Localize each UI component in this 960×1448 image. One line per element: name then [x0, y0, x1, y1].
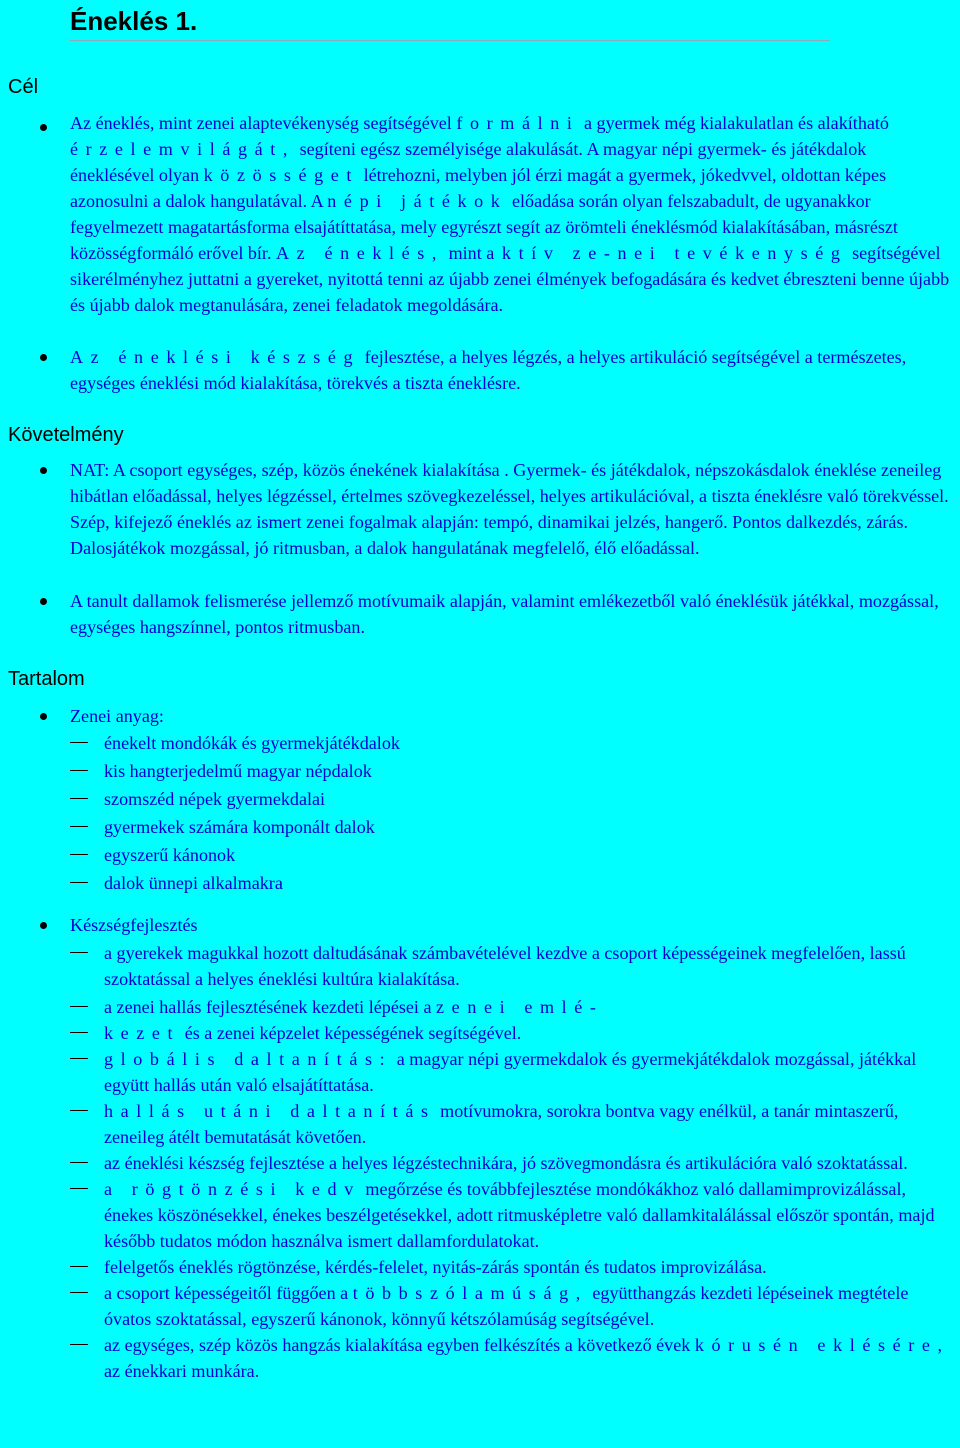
list-item: hallás utáni daltanítás motívumokra, sorokra bontva vagy enélkül, a tanár mintaszerű, zeneileg átélt bemutatását követően.	[70, 1098, 955, 1150]
list-item: a zenei hallás fejlesztésének kezdeti lépései a zenei emlé-	[70, 994, 955, 1020]
dash-icon	[70, 1344, 88, 1345]
section-heading-tartalom: Tartalom	[8, 668, 85, 690]
dash-icon	[70, 770, 88, 771]
list-item: a csoport képességeitől függően a többszólamúság, együtthangzás kezdeti lépéseinek megtétele óvatos szoktatással, egyszerű kánonok, könnyű kétszólamúság segítségével.	[70, 1280, 955, 1332]
dash-icon	[70, 854, 88, 855]
list-item: globális daltanítás: a magyar népi gyermekdalok és gyermekjátékdalok mozgással, játékkal együtt hallás után való elsajátíttatása.	[70, 1046, 955, 1098]
zenei-anyag-label: Zenei anyag:	[70, 706, 164, 726]
zenei-anyag-list	[70, 730, 955, 898]
title-divider	[70, 40, 830, 41]
list-item: szomszéd népek gyermekdalai	[70, 786, 955, 814]
list-item: az egységes, szép közös hangzás kialakítása egyben felkészítés a következő évek kórusén eklésére, az énekkari munkára.	[70, 1332, 955, 1384]
list-item: gyermekek számára komponált dalok	[70, 814, 955, 842]
list-item: egyszerű kánonok	[70, 842, 955, 870]
cel-paragraph-2: Az éneklési készség fejlesztése, a helyes légzés, a helyes artikuláció segítségével a természetes, egységes éneklési mód kialakítása, törekvés a tiszta éneklésre.	[70, 347, 907, 393]
list-item: dalok ünnepi alkalmakra	[70, 870, 955, 898]
dash-icon	[70, 1032, 88, 1033]
dash-icon	[70, 798, 88, 799]
cel-paragraph-1: Az éneklés, mint zenei alaptevékenység segítségével formálni a gyermek még kialakulatlan és alakítható érzelemvilágát, segíteni egész személyisége alakulását. A magyar népi gyermek- és játékdalok éneklésével olyan közösséget létrehozni, melyben jól érzi magát a gyermek, jókedvvel, oldottan képes azonosulni a dalok hangulatával. A népi játékok előadása során olyan felszabadult, de ugyanakkor fegyelmezett magatartásforma elsajátíttatása, mely egyrészt segít az örömteli éneklésmód kialakításában, másrészt közösségformáló erővel bír. Az éneklés, mint aktív ze-nei tevékenység segítségével sikerélményhez juttatni a gyereket, nyitottá tenni az újabb zenei élmények befogadására és kedvet ébreszteni benne újabb és újabb dalok megtanulására, zenei feladatok megoldására.	[70, 113, 950, 315]
list-item: az éneklési készség fejlesztése a helyes légzéstechnikára, jó szövegmondásra és artikulációra való szoktatással.	[70, 1150, 955, 1176]
dash-icon	[70, 952, 88, 953]
dash-icon	[70, 1188, 88, 1189]
list-item: a gyerekek magukkal hozott daltudásának számbavételével kezdve a csoport képességeinek megfelelően, lassú szoktatással a helyes éneklési kultúra kialakítása.	[70, 940, 955, 992]
dash-icon	[70, 1266, 88, 1267]
page-title: Éneklés 1.	[70, 6, 198, 36]
list-item: énekelt mondókák és gyermekjátékdalok	[70, 730, 955, 758]
bullet-icon	[40, 124, 47, 131]
bullet-icon	[40, 598, 47, 605]
keszsegfejlesztes-label: Készségfejlesztés	[70, 915, 198, 935]
dash-icon	[70, 882, 88, 883]
section-heading-cel: Cél	[8, 76, 39, 98]
dash-icon	[70, 1110, 88, 1111]
keszsegfejlesztes-list	[70, 940, 955, 1384]
dash-icon	[70, 742, 88, 743]
dash-icon	[70, 1058, 88, 1059]
dash-icon	[70, 826, 88, 827]
bullet-icon	[40, 354, 47, 361]
kovetelmeny-paragraph-2: A tanult dallamok felismerése jellemző motívumaik alapján, valamint emlékezetből való éneklésük játékkal, mozgással, egységes hangszínnel, pontos ritmusban.	[70, 591, 939, 637]
bullet-icon	[40, 713, 47, 720]
dash-icon	[70, 1006, 88, 1007]
bullet-icon	[40, 922, 47, 929]
section-heading-kovetelmeny: Követelmény	[8, 424, 124, 446]
list-item: kis hangterjedelmű magyar népdalok	[70, 758, 955, 786]
dash-icon	[70, 1162, 88, 1163]
list-item: a rögtönzési kedv megőrzése és továbbfejlesztése mondókákhoz való dallamimprovizálással, énekes köszönésekkel, énekes beszélgetésekkel, adott ritmusképletre való dallamkitalálással először spontán, majd később tudatos módon használva ismert dallamfordulatokat.	[70, 1176, 955, 1254]
list-item: kezet és a zenei képzelet képességének segítségével.	[70, 1020, 955, 1046]
bullet-icon	[40, 467, 47, 474]
dash-icon	[70, 1292, 88, 1293]
kovetelmeny-paragraph-1: NAT: A csoport egységes, szép, közös énekének kialakítása . Gyermek- és játékdalok, népszokásdalok éneklése zeneileg hibátlan előadással, helyes légzéssel, értelmes szövegkezeléssel, helyes artikulációval, a tiszta éneklésre való törekvéssel. Szép, kifejező éneklés az ismert zenei fogalmak alapján: tempó, dinamikai jelzés, hangerő. Pontos dalkezdés, zárás. Dalosjátékok mozgással, jó ritmusban, a dalok hangulatának megfelelő, élő előadással.	[70, 460, 949, 558]
list-item: felelgetős éneklés rögtönzése, kérdés-felelet, nyitás-zárás spontán és tudatos improvizálása.	[70, 1254, 955, 1280]
